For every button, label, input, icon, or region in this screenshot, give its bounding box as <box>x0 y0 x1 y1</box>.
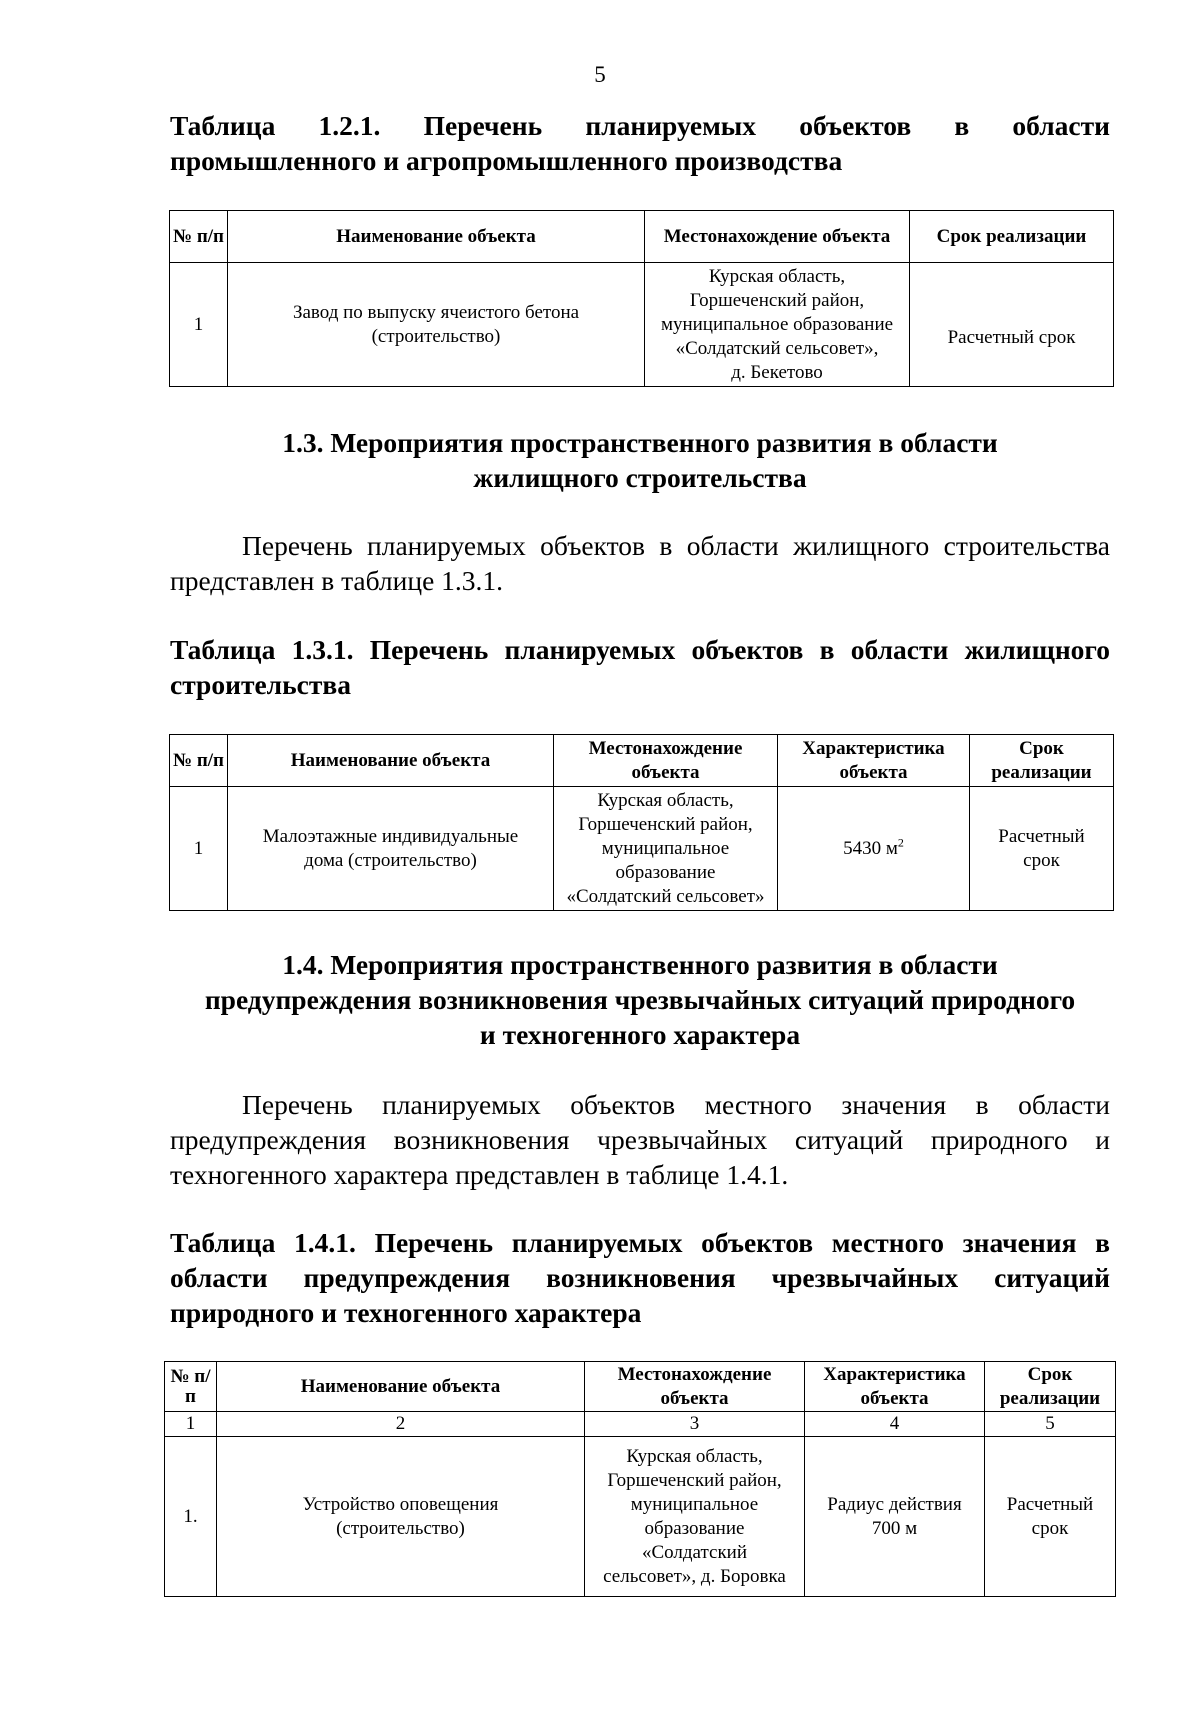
table-141-cell-num: 1. <box>165 1437 217 1597</box>
table-141-cell-term-text: Расчетный срок <box>1006 1493 1094 1539</box>
table-row <box>165 1437 1116 1597</box>
section-14-para-line3: техногенного характера представлен в таблице 1.4.1. <box>170 1159 789 1190</box>
section-13-heading <box>150 425 1130 495</box>
section-14-para-line1-wrap <box>170 1087 1110 1122</box>
table-141-caption-line1: Таблица 1.4.1. Перечень планируемых объектов местного значения в <box>170 1227 1110 1258</box>
location-line: Курская область, <box>626 1445 763 1467</box>
section-14-para-line1: Перечень планируемых объектов местного значения в области <box>242 1089 1110 1120</box>
column-number: 3 <box>585 1412 805 1437</box>
location-line: Горшеченский район, <box>689 289 865 311</box>
table-141-header-name: Наименование объекта <box>217 1362 585 1412</box>
section-14-heading-line3: и техногенного характера <box>479 1019 801 1050</box>
table-row <box>170 787 1114 911</box>
table-121-caption-line1: Таблица 1.2.1. Перечень планируемых объектов в области <box>170 110 1110 141</box>
table-131-caption <box>170 632 1110 702</box>
table-141-cell-term <box>985 1437 1116 1597</box>
section-13-para-line2: представлен в таблице 1.3.1. <box>170 565 504 596</box>
location-line: Горшеченский район, <box>607 1469 782 1491</box>
section-14-paragraph <box>170 1087 1110 1192</box>
location-line: д. Бекетово <box>731 361 823 383</box>
section-14-heading <box>150 947 1130 1052</box>
column-number: 2 <box>217 1412 585 1437</box>
table-121-caption-line2: промышленного и агропромышленного производства <box>170 145 843 176</box>
table-121-cell-name <box>228 263 645 387</box>
column-number: 4 <box>805 1412 985 1437</box>
table-131-cell-num: 1 <box>170 787 228 911</box>
location-line: Курская область, <box>708 265 846 287</box>
table-121-cell-term <box>910 263 1114 387</box>
table-141-cell-name <box>217 1437 585 1597</box>
table-141-caption-line3: природного и техногенного характера <box>170 1297 642 1328</box>
table-141-header-characteristic: Характеристика объекта <box>805 1362 985 1412</box>
section-13-heading-line2: жилищного строительства <box>473 462 807 493</box>
location-line: муниципальное образование <box>660 313 894 335</box>
column-number: 5 <box>985 1412 1116 1437</box>
location-line: муниципальное <box>601 837 730 859</box>
table-121-cell-num: 1 <box>170 263 228 387</box>
table-141 <box>164 1361 1116 1597</box>
location-line: «Солдатский <box>641 1541 748 1563</box>
table-131-cell-term-text: Расчетный срок <box>998 825 1085 871</box>
section-14-heading-line1: 1.4. Мероприятия пространственного развития в области <box>282 949 998 980</box>
table-131-cell-characteristic <box>778 787 970 911</box>
table-131-caption-line1: Таблица 1.3.1. Перечень планируемых объектов в области жилищного <box>170 634 1110 665</box>
table-131-caption-line2: строительства <box>170 669 351 700</box>
table-131-header-characteristic: Характеристика объекта <box>778 735 970 787</box>
location-line: образование <box>615 861 716 883</box>
section-13-paragraph <box>170 528 1110 598</box>
table-141-header-term: Срок реализации <box>985 1362 1116 1412</box>
area-value: 5430 м <box>843 837 898 859</box>
table-131-cell-location <box>554 787 778 911</box>
column-number: 1 <box>165 1412 217 1437</box>
table-141-cell-name-text: Устройство оповещения (строительство) <box>302 1493 499 1539</box>
table-141-cell-location <box>585 1437 805 1597</box>
table-131-header-location: Местонахождение объекта <box>554 735 778 787</box>
table-row <box>170 263 1114 387</box>
location-line: «Солдатский сельсовет», <box>675 337 879 359</box>
table-131-cell-name-text: Малоэтажные индивидуальные дома (строительство) <box>262 825 519 871</box>
table-121-header-term: Срок реализации <box>910 211 1114 263</box>
table-121-cell-location <box>645 263 910 387</box>
table-121-cell-term-text: Расчетный срок <box>947 327 1076 348</box>
location-line: муниципальное <box>630 1493 759 1515</box>
table-141-cell-characteristic-text: Радиус действия 700 м <box>827 1493 962 1539</box>
table-141-header-num: № п/п <box>165 1362 217 1412</box>
table-141-cell-characteristic <box>805 1437 985 1597</box>
table-131-header-row <box>170 735 1114 787</box>
table-121-cell-name-text: Завод по выпуску ячеистого бетона (строительство) <box>292 301 580 347</box>
table-121-caption <box>170 108 1110 178</box>
table-141-caption-line2: области предупреждения возникновения чрезвычайных ситуаций <box>170 1262 1110 1293</box>
table-141-header-location: Местонахождение объекта <box>585 1362 805 1412</box>
table-131-header-num: № п/п <box>170 735 228 787</box>
table-131 <box>169 734 1114 911</box>
section-14-heading-line2: предупреждения возникновения чрезвычайных ситуаций природного <box>204 984 1076 1015</box>
table-121-header-row <box>170 211 1114 263</box>
table-131-header-term: Срок реализации <box>970 735 1114 787</box>
table-121-header-location: Местонахождение объекта <box>645 211 910 263</box>
section-13-heading-line1: 1.3. Мероприятия пространственного развития в области <box>282 427 998 458</box>
location-line: «Солдатский сельсовет» <box>566 885 765 907</box>
table-121-header-name: Наименование объекта <box>228 211 645 263</box>
table-141-header-row <box>165 1362 1116 1412</box>
section-13-para-line1: Перечень планируемых объектов в области жилищного строительства <box>242 530 1110 561</box>
table-131-header-name: Наименование объекта <box>228 735 554 787</box>
section-13-para-line1-wrap <box>170 528 1110 563</box>
location-line: Курская область, <box>597 789 734 811</box>
table-141-caption <box>170 1225 1110 1330</box>
location-line: Горшеченский район, <box>578 813 753 835</box>
section-14-para-line2: предупреждения возникновения чрезвычайных ситуаций природного и <box>170 1124 1110 1155</box>
table-131-cell-name <box>228 787 554 911</box>
location-line: образование <box>644 1517 745 1539</box>
area-exponent: 2 <box>897 835 904 850</box>
table-141-column-numbers-row <box>165 1412 1116 1437</box>
page-number: 5 <box>594 62 606 87</box>
table-121-header-num: № п/п <box>170 211 228 263</box>
location-line: сельсовет», д. Боровка <box>603 1565 786 1587</box>
table-131-cell-term <box>970 787 1114 911</box>
table-121 <box>169 210 1114 387</box>
